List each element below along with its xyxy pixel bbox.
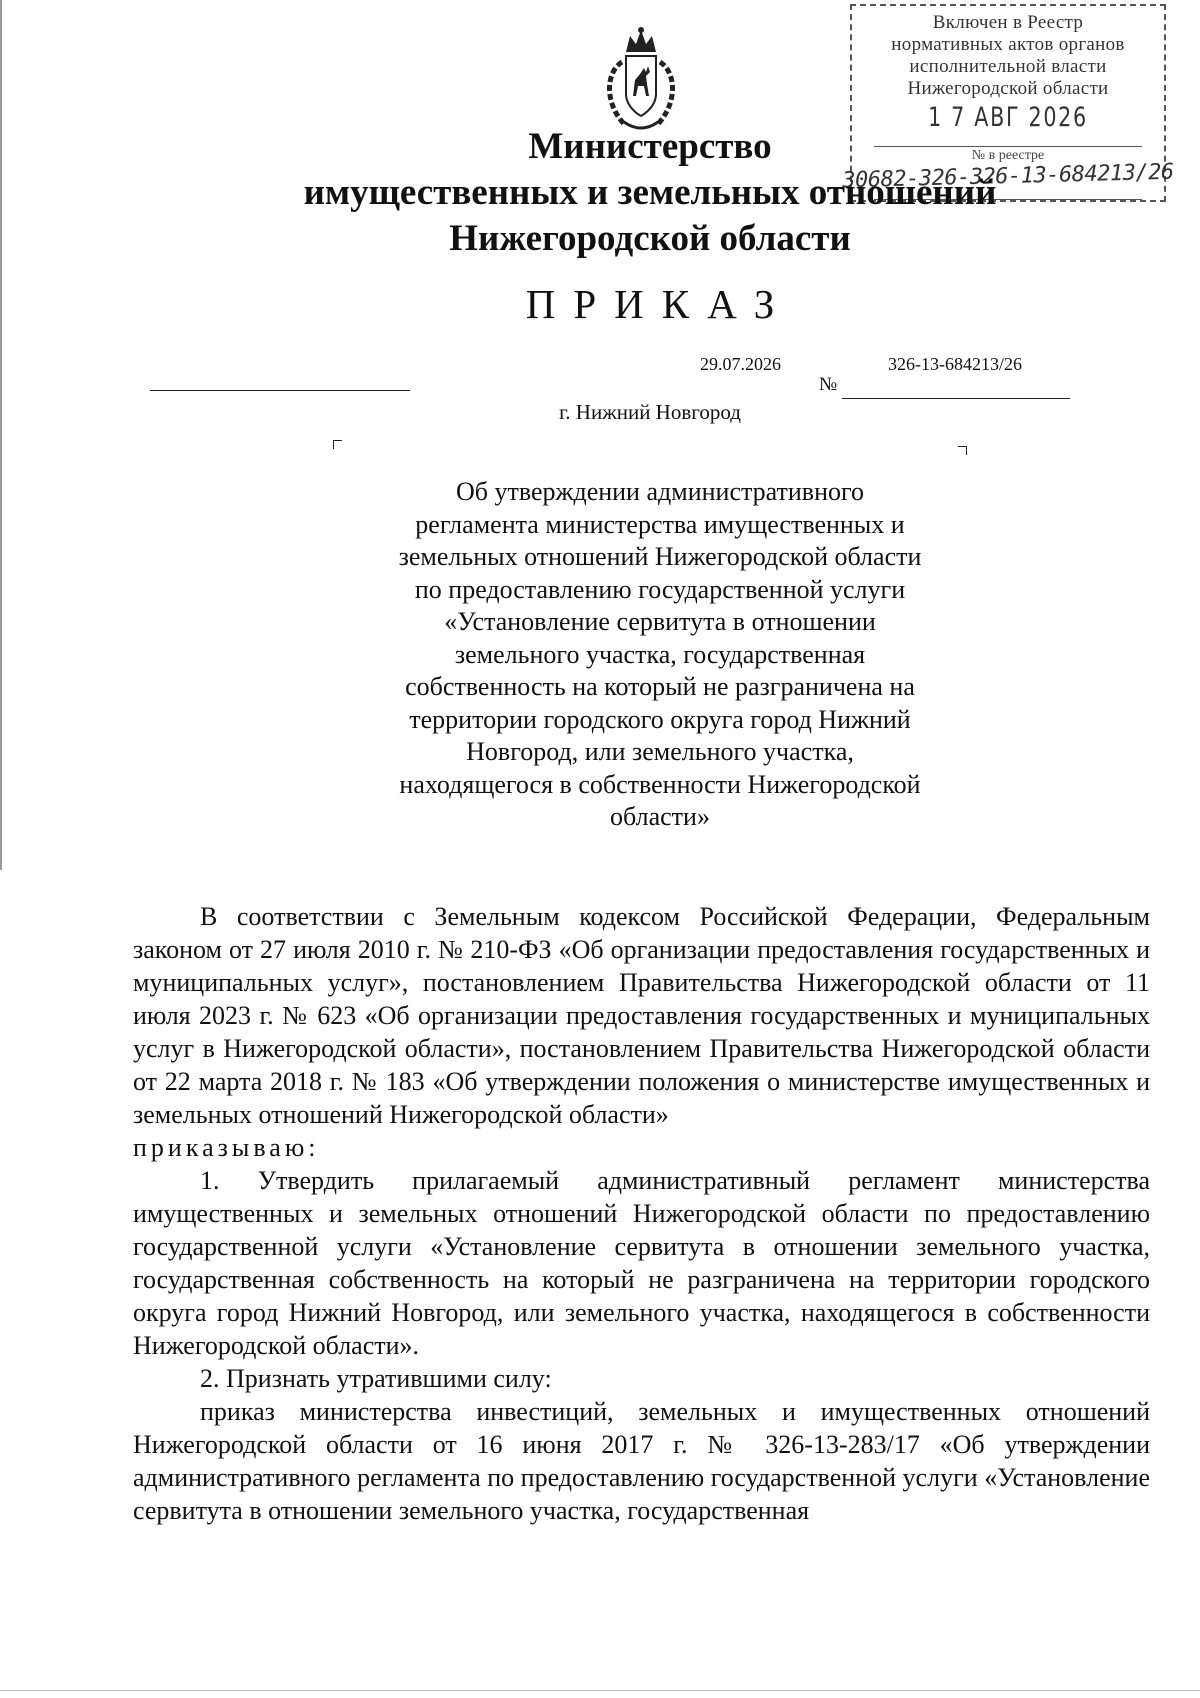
- stamp-line-3: исполнительной власти: [909, 56, 1107, 77]
- item-2-heading: 2. Признать утратившими силу:: [200, 1364, 552, 1393]
- number-sign: №: [819, 374, 838, 395]
- title-line: по предоставлению государственной услуги: [414, 574, 906, 604]
- order-date: 29.07.2026: [700, 354, 781, 374]
- stamp-line-1: Включен в Реестр: [932, 12, 1084, 33]
- title-line: области»: [610, 802, 710, 831]
- ministry-name: [0, 124, 1200, 262]
- item-2-text: приказ министерства инвестиций, земельных и имущественных отношений Нижегородской области от 16 июня 2017 г. № 326-13-283/17 «Об утверждении административного регламента по предоставлению государственной услуги «Установление сервитута в отношении земельного участка, государственная: [133, 1397, 1150, 1525]
- stamp-line-4: Нижегородской области: [907, 78, 1109, 99]
- stamp-reg-number: 30682-326-326-13-684213/26: [842, 159, 1174, 194]
- date-underline: [150, 390, 410, 391]
- scan-edge-bottom: [0, 1690, 1200, 1691]
- item-1-paragraph: 1. Утвердить прилагаемый административный регламент министерства имущественных и земельных отношений Нижегородской области по предоставлению государственной услуги «Установление сервитута в отношении земельного участка, государственная собственность на который не разграничена на территории городского округа город Нижний Новгород, или земельного участка, находящегося в собственности Нижегородской области».: [133, 1166, 1150, 1360]
- orders-word: приказываю:: [133, 1133, 320, 1162]
- title-line: находящегося в собственности Нижегородской: [399, 769, 921, 799]
- order-body: [133, 900, 1150, 1527]
- stamp-reg-label: № в реестре: [971, 148, 1045, 163]
- preamble-paragraph: В соответствии с Земельным кодексом Российской Федерации, Федеральным законом от 27 июля 2010 г. № 210-ФЗ «Об организации предоставления государственных и муниципальных услуг», постановлением Правительства Нижегородской области от 11 июля 2023 г. № 623 «Об организации предоставления государственных и муниципальных услуг в Нижегородской области», постановлением Правительства Нижегородской области от 22 марта 2018 г. № 183 «Об утверждении положения о министерстве имущественных и земельных отношений Нижегородской области»: [133, 902, 1150, 1129]
- ministry-line-3: Нижегородской области: [449, 218, 851, 259]
- title-corner-right: [958, 446, 967, 455]
- title-line: территории городского округа город Нижний: [409, 704, 911, 734]
- ministry-line-1: Министерство: [528, 126, 772, 167]
- title-line: собственность на который не разграничена на: [405, 672, 915, 701]
- title-line: земельного участка, государственная: [454, 639, 866, 669]
- title-corner-left: [333, 440, 342, 449]
- city: г. Нижний Новгород: [559, 400, 741, 424]
- stamp-date: 1 7 АВГ 2026: [928, 102, 1088, 133]
- title-line: Новгород, или земельного участка,: [466, 737, 854, 766]
- stamp-line-2: нормативных актов органов: [891, 34, 1125, 55]
- title-line: «Установление сервитута в отношении: [444, 607, 876, 636]
- document-type: ПРИКАЗ: [525, 281, 793, 327]
- ministry-line-2: имущественных и земельных отношений: [303, 172, 997, 213]
- coat-of-arms-icon: [600, 22, 682, 132]
- order-number: 326-13-684213/26: [888, 354, 1022, 374]
- title-line: земельных отношений Нижегородской области: [398, 542, 922, 571]
- number-underline: [842, 398, 1070, 399]
- order-title: [330, 476, 990, 834]
- title-line: Об утверждении административного: [455, 477, 865, 506]
- title-line: регламента министерства имущественных и: [415, 509, 905, 539]
